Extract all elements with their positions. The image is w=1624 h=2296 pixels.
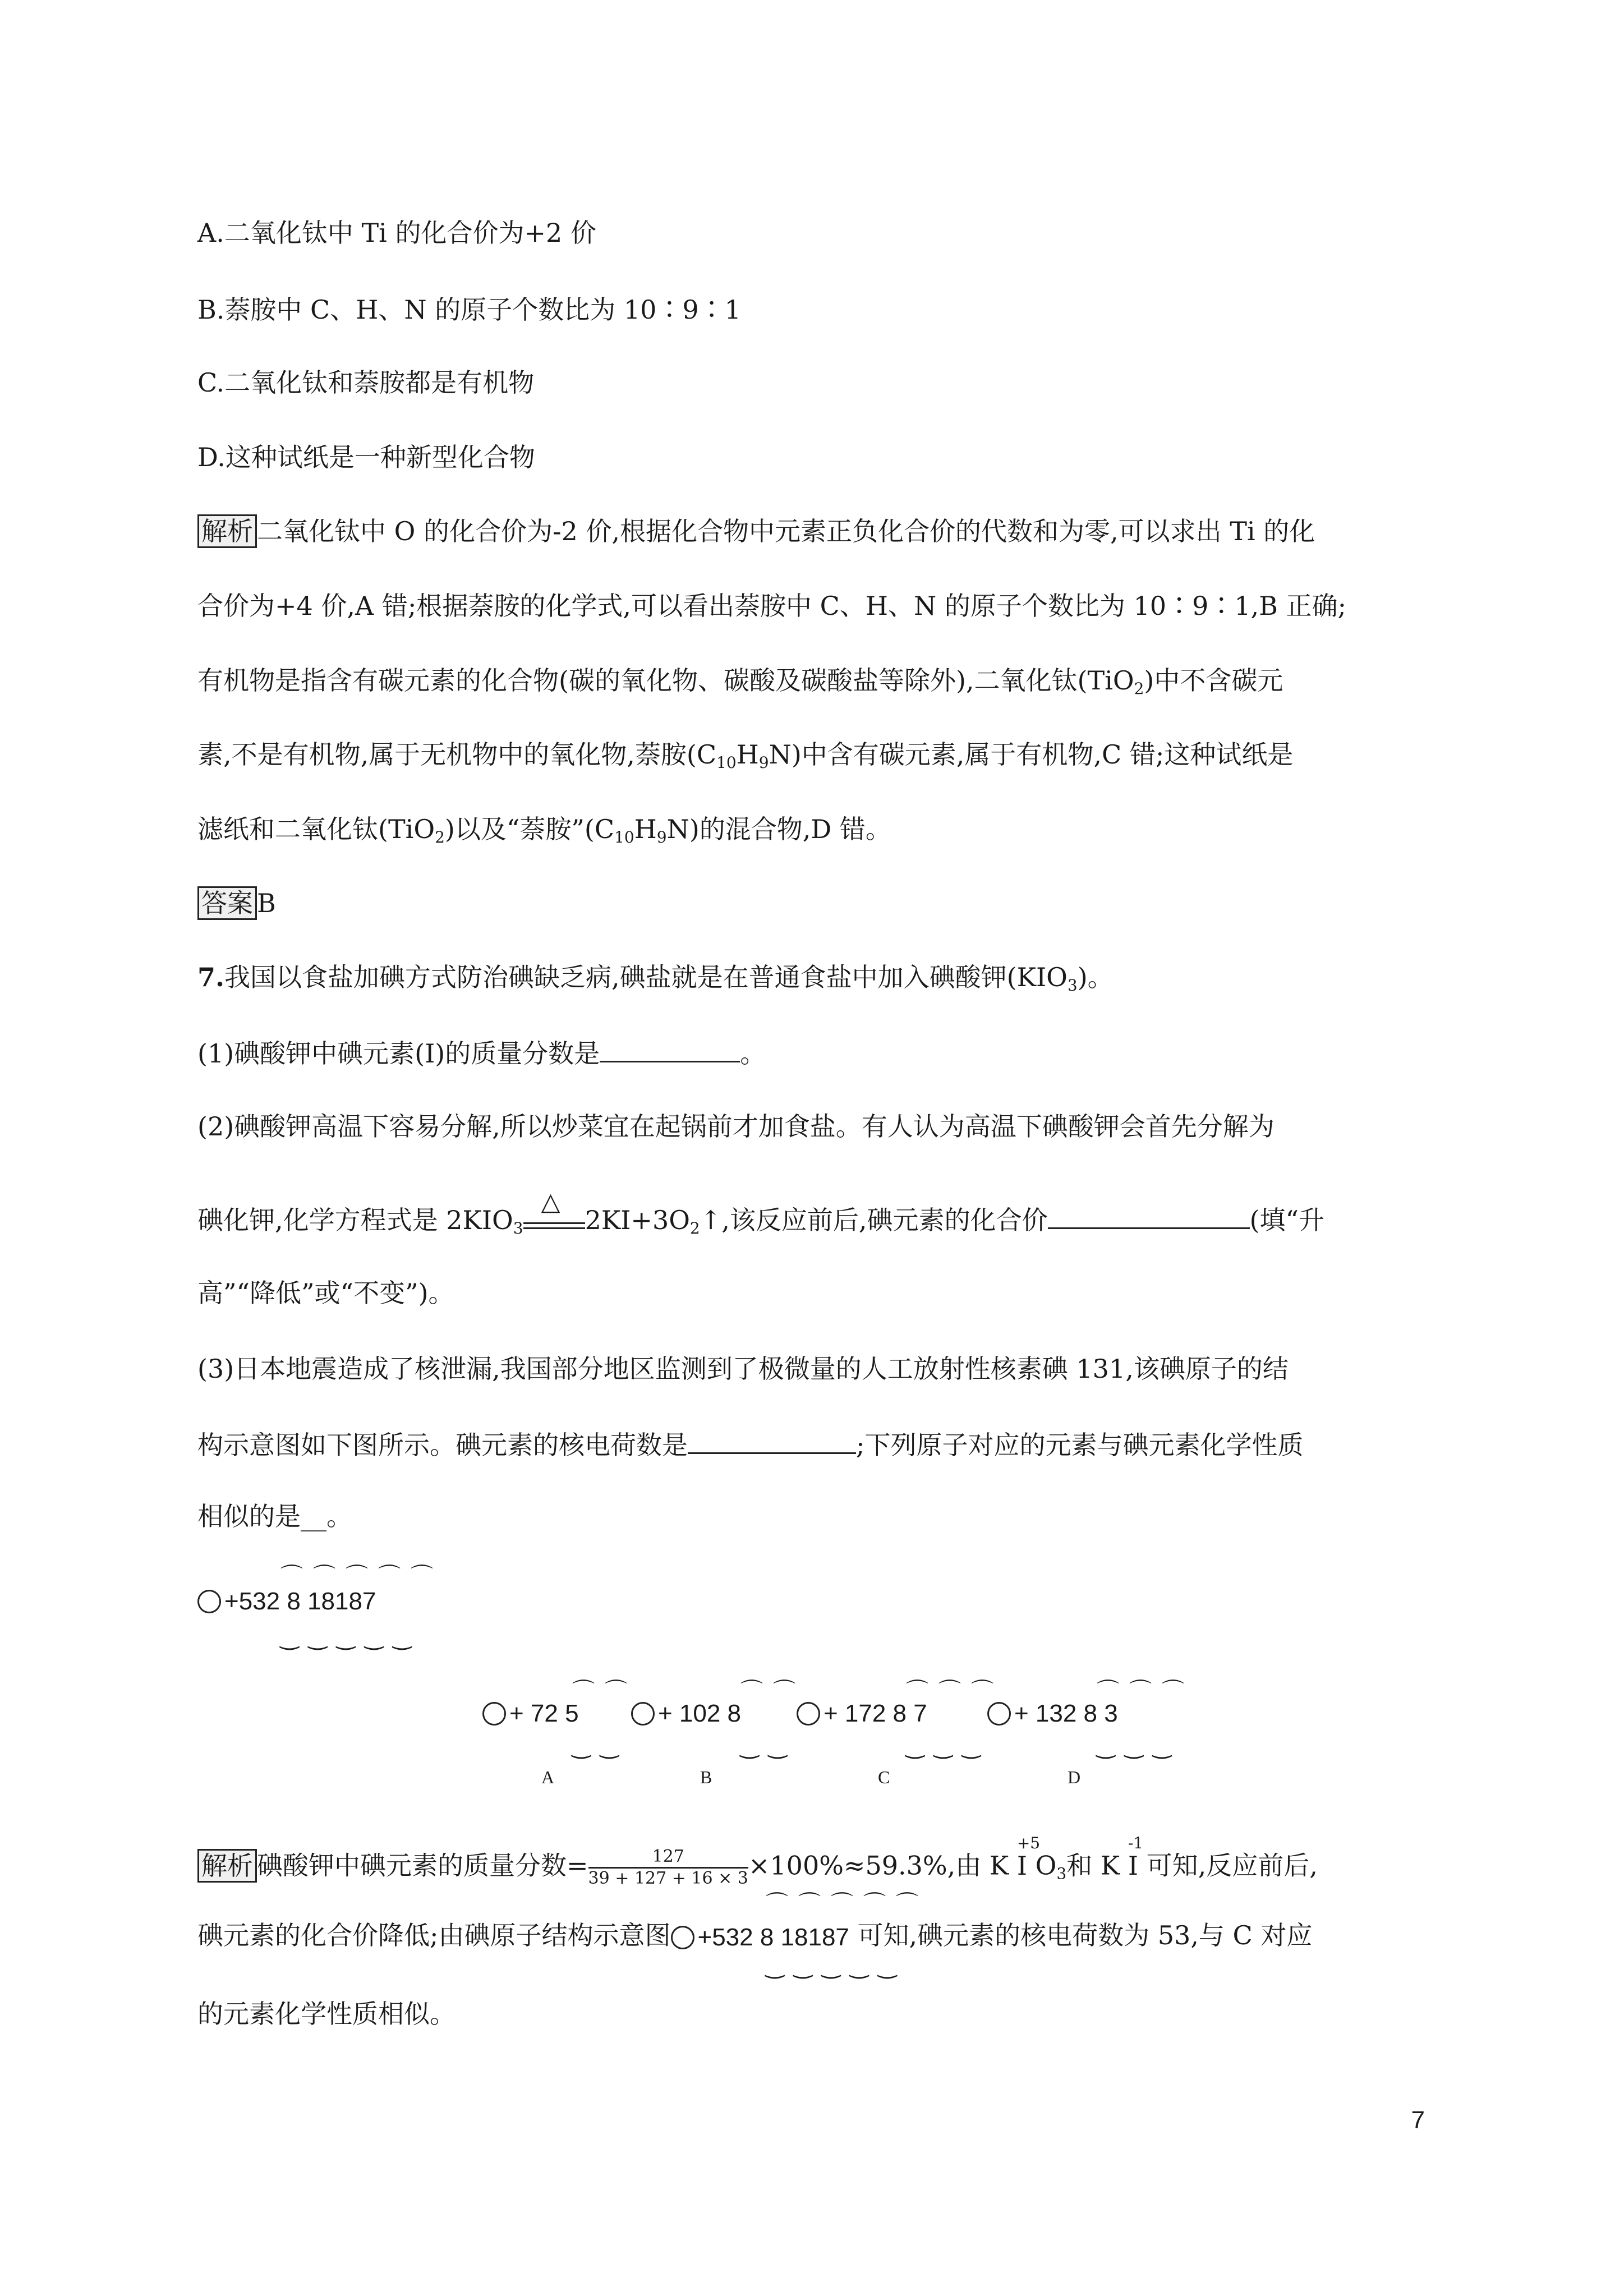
nucleus-circle bbox=[671, 1926, 694, 1949]
atom-d-arcs-bottom: ‿‿‿ bbox=[1097, 1733, 1181, 1759]
q6-analysis-line-2: 合价为+4 价,A 错;根据萘胺的化学式,可以看出萘胺中 C、H、N 的原子个数比为 10∶9∶1,B 正确; bbox=[197, 591, 1347, 621]
q7-analysis-line-1: 解析 碘酸钾中碘元素的质量分数= $\frac{127}{39 + 127 + 16 \times 3}$ ×100%≈59.3%,由 K +5 I $O_3$和 K -1 I 可知,反应前后, bbox=[197, 1847, 1318, 1891]
answer-label: 答案 bbox=[197, 886, 257, 920]
q7-part-3-line-1: (3)日本地震造成了核泄漏,我国部分地区监测到了极微量的人工放射性核素碘 131,该碘原子的结 bbox=[197, 1354, 1289, 1384]
q6-analysis-line-4: 素,不是有机物,属于无机物中的氧化物,萘胺$(C_{10}H_9N)$中含有碳元素,属于有机物,C 错;这种试纸是 bbox=[197, 739, 1294, 772]
atom-option-b-label: B bbox=[700, 1767, 712, 1787]
analysis-label: 解析 bbox=[197, 514, 257, 548]
option-b: B.萘胺中 C、H、N 的原子个数比为 10∶9∶1 bbox=[197, 295, 741, 325]
nucleus-circle bbox=[631, 1702, 655, 1726]
valence-iodine-minus1: -1 I bbox=[1128, 1833, 1144, 1881]
q7-part-3-line-3: 相似的是__。 bbox=[197, 1501, 352, 1531]
q7-analysis-line-2: 碘元素的化合价降低;由碘原子结构示意图 +532 8 18187 可知,碘元素的核电荷数为 53,与 C 对应 bbox=[197, 1920, 1313, 1951]
q7-part-2-line-1: (2)碘酸钾高温下容易分解,所以炒菜宜在起锅前才加食盐。有人认为高温下碘酸钾会首先分解为 bbox=[197, 1111, 1275, 1142]
atom-option-b: + 102 8 bbox=[631, 1700, 741, 1728]
atom-option-d: + 132 8 3 bbox=[987, 1700, 1118, 1728]
atom-c-arcs-bottom: ‿‿‿ bbox=[906, 1733, 991, 1759]
option-d: D.这种试纸是一种新型化合物 bbox=[197, 442, 535, 472]
atom-option-c: + 172 8 7 bbox=[797, 1700, 927, 1728]
iodine-atom-text: +532 8 18187 bbox=[224, 1588, 376, 1615]
atom-option-a: + 72 5 bbox=[482, 1700, 579, 1728]
analysis-iodine-arcs-top: ⌒⌒⌒⌒⌒ bbox=[766, 1891, 928, 1917]
q6-analysis-line-3: 有机物是指含有碳元素的化合物(碳的氧化物、碳酸及碳酸盐等除外),二氧化钛(TiO$_2$)中不含碳元 bbox=[197, 665, 1283, 698]
mass-fraction: $\frac{127}{39 + 127 + 16 \times 3}$ bbox=[588, 1847, 748, 1888]
answer-blank-1[interactable] bbox=[600, 1035, 740, 1062]
iodine-atom-diagram bbox=[197, 1588, 376, 1616]
analysis-label: 解析 bbox=[197, 1849, 257, 1883]
option-a: A.二氧化钛中 Ti 的化合价为+2 价 bbox=[197, 218, 596, 248]
valence-iodine-plus5: +5 I bbox=[1016, 1833, 1041, 1881]
atom-a-arcs: ⌒⌒ bbox=[572, 1678, 637, 1704]
atom-b-arcs: ⌒⌒ bbox=[740, 1678, 806, 1704]
q7-stem: 7.我国以食盐加碘方式防治碘缺乏病,碘盐就是在普通食盐中加入碘酸钾$(KIO_3)$。 bbox=[197, 962, 1114, 995]
q7-part-1: (1)碘酸钾中碘元素(I)的质量分数是 。 bbox=[197, 1035, 766, 1070]
answer-blank-2[interactable] bbox=[1048, 1202, 1250, 1229]
atom-option-d-label: D bbox=[1068, 1767, 1081, 1787]
nucleus-circle bbox=[197, 1590, 221, 1613]
page-number: 7 bbox=[1411, 2106, 1425, 2134]
analysis-iodine-arcs-bottom: ‿‿‿‿‿ bbox=[766, 1953, 907, 1979]
atom-option-a-label: A bbox=[541, 1767, 555, 1787]
heat-equation-sign: △ bbox=[523, 1212, 585, 1229]
nucleus-circle bbox=[482, 1702, 506, 1726]
q7-part-2-line-2: 碘化钾,化学方程式是 $2KIO_3$ △ $2KI+3O_2↑$,该反应前后,碘元素的化合价 (填“升 bbox=[197, 1188, 1325, 1237]
q6-analysis-line-1: 解析 二氧化钛中 O 的化合价为-2 价,根据化合物中元素正负化合价的代数和为零,可以求出 Ti 的化 bbox=[197, 514, 1315, 548]
q6-analysis-line-5: 滤纸和二氧化钛(TiO$_2$)以及“萘胺$”(C_{10}H_9N)$的混合物,D 错。 bbox=[197, 814, 891, 846]
q7-part-3-line-2: 构示意图如下图所示。碘元素的核电荷数是 ;下列原子对应的元素与碘元素化学性质 bbox=[197, 1427, 1304, 1462]
q7-part-2-line-3: 高”“降低”或“不变”)。 bbox=[197, 1278, 454, 1308]
nucleus-circle bbox=[797, 1702, 820, 1726]
nucleus-circle bbox=[987, 1702, 1011, 1726]
answer-value: B bbox=[257, 888, 276, 918]
q7-analysis-line-3: 的元素化学性质相似。 bbox=[197, 1999, 456, 2029]
option-c: C.二氧化钛和萘胺都是有机物 bbox=[197, 367, 535, 398]
atom-c-arcs: ⌒⌒⌒ bbox=[906, 1678, 1004, 1704]
iodine-arcs-top: ⌒⌒⌒⌒⌒ bbox=[280, 1563, 443, 1589]
atom-b-arcs-bottom: ‿‿ bbox=[740, 1733, 797, 1759]
answer-blank-3[interactable] bbox=[688, 1427, 856, 1454]
q6-answer bbox=[197, 886, 276, 920]
iodine-arcs-bottom: ‿‿‿‿‿ bbox=[280, 1625, 421, 1650]
atom-a-arcs-bottom: ‿‿ bbox=[572, 1733, 629, 1759]
atom-option-c-label: C bbox=[878, 1767, 890, 1787]
atom-d-arcs: ⌒⌒⌒ bbox=[1097, 1678, 1194, 1704]
analysis-iodine-atom: +532 8 18187 bbox=[671, 1921, 849, 1950]
